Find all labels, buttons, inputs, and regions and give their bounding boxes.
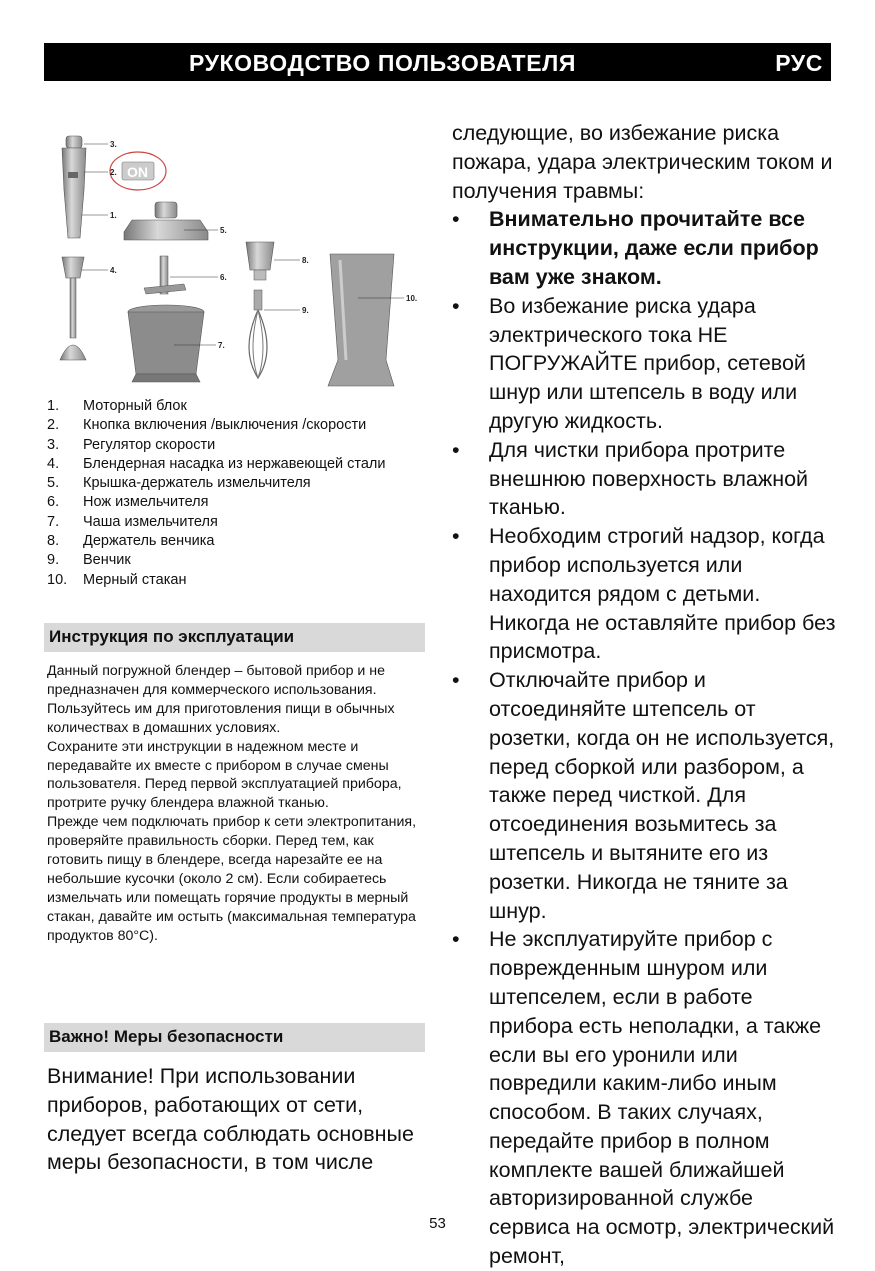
product-diagram [44,120,434,392]
list-item [47,551,427,570]
bullet-icon: • [452,524,460,549]
operation-paragraph: Данный погружной блендер – бытовой прибор и не предназначен для коммерческого использования. Пользуйтесь им для приготовления пищи в обычных количествах в домашних условиях. [47,663,395,736]
list-item-label: Моторный блок [83,398,187,414]
list-item [47,416,427,435]
bullet-text: Во избежание риска удара электрического тока НЕ ПОГРУЖАЙТЕ прибор, сетевой шнур или штепсель в воду или другую жидкость. [489,293,806,433]
parts-list [47,397,427,590]
measuring-cup-drawing [328,254,394,386]
callout-6: 6. [220,273,227,282]
bullet-icon: • [452,927,460,952]
bullet-text: Отключайте прибор и отсоединяйте штепсель от розетки, когда он не используется, перед сборкой или разбором, а также перед чисткой. Для отсоединения возьмитесь за штепсель и вытяните его из розетки. Никогда не тяните за шнур. [489,668,835,923]
bullet-text: Для чистки прибора протрите внешнюю поверхность влажной тканью. [489,437,809,520]
bullet-icon: • [452,437,460,462]
list-item [47,493,427,512]
operation-paragraph: Прежде чем подключать прибор к сети электропитания, проверяйте правильность сборки. Перед тем, как готовить пищу в блендере, всегда нарезайте ее на небольшие кусочки (около 2 см). Если собираетесь измельчать или помещать горячие продукты в мерный стакан, давайте им остыть (максимальная температура продуктов 80°С). [47,814,417,944]
list-item [452,205,837,291]
page-title: РУКОВОДСТВО ПОЛЬЗОВАТЕЛЯ [189,50,577,76]
list-item-number: 10. [47,571,68,588]
list-item [47,455,427,474]
whisk-holder-drawing [246,242,274,280]
list-item-label: Регулятор скорости [83,436,216,453]
list-item-number: 2. [47,417,60,434]
list-item-number: 4. [47,455,60,472]
callout-2: 2. [110,168,117,177]
list-item [47,513,427,532]
operation-heading [44,623,425,652]
page-number: 53 [429,1215,446,1232]
chopper-knife-drawing [144,256,186,294]
callout-3: 3. [110,140,117,149]
chopper-bowl-drawing [128,305,204,382]
on-button-label: ON [127,164,148,180]
callout-8: 8. [302,256,309,265]
list-item [452,666,837,925]
list-item-label: Блендерная насадка из нержавеющей стали [83,455,386,472]
diagram-svg [44,120,434,392]
list-item-number: 5. [47,475,60,492]
blender-foot-drawing [60,257,86,360]
language-label: РУС [775,50,823,76]
safety-heading [44,1023,425,1052]
callout-4: 4. [110,266,117,275]
list-item [47,474,427,493]
callout-10: 10. [406,294,418,303]
list-item-label: Держатель венчика [83,533,215,550]
operation-heading-text: Инструкция по эксплуатации [49,627,295,646]
list-item [47,436,427,455]
bullet-text: Необходим строгий надзор, когда прибор используется или находится рядом с детьми. Никогда не оставляйте прибор без присмотра. [489,524,836,664]
callout-5: 5. [220,226,227,235]
bullet-icon: • [452,207,460,232]
callout-1: 1. [110,211,117,220]
safety-bullet-list [452,205,837,1270]
safety-heading-text: Важно! Меры безопасности [49,1027,284,1046]
bullet-text: Не эксплуатируйте прибор с поврежденным шнуром или штепселем, если в работе прибора есть неполадки, а также если вы его уронили или повредили каким-либо иным способом. В таких случаях, передайте прибор в полном комплекте вашей ближайшей авторизированной службе сервиса на осмотр, электрический ремонт, [489,927,835,1269]
list-item [47,532,427,551]
list-item [452,436,837,522]
list-item [452,522,837,666]
list-item-number: 1. [47,398,60,414]
safety-continuation: следующие, во избежание риска пожара, удара электрическим током и получения травмы: [452,121,833,203]
operation-paragraph: Сохраните эти инструкции в надежном месте и передавайте их вместе с прибором в случае смены пользователя. Перед первой эксплуатацией прибора, протрите ручку блендера влажной тканью. [47,738,402,812]
bullet-icon: • [452,668,460,693]
list-item-label: Мерный стакан [83,571,187,588]
bullet-text: Внимательно прочитайте все инструкции, даже если прибор вам уже знаком. [489,207,819,289]
list-item [47,571,427,590]
list-item-label: Нож измельчителя [83,494,209,511]
list-item-label: Крышка-держатель измельчителя [83,475,311,492]
list-item [47,397,427,416]
list-item-number: 8. [47,533,60,550]
motor-block-drawing [62,136,86,238]
list-item-number: 9. [47,552,60,569]
page-header [44,43,831,81]
whisk-drawing [249,290,267,378]
bullet-icon: • [452,293,460,318]
safety-column [452,119,837,1271]
list-item [452,292,837,436]
list-item-number: 3. [47,436,60,453]
list-item-label: Чаша измельчителя [83,513,218,530]
operation-text [47,662,425,946]
list-item-number: 7. [47,513,60,530]
callout-9: 9. [302,306,309,315]
callout-7: 7. [218,341,225,350]
list-item-label: Кнопка включения /выключения /скорости [83,417,367,434]
chopper-lid-drawing [124,202,208,240]
list-item-label: Венчик [83,552,131,569]
list-item-number: 6. [47,494,60,511]
safety-intro: Внимание! При использовании приборов, работающих от сети, следует всегда соблюдать основные меры безопасности, в том числе [47,1064,414,1175]
